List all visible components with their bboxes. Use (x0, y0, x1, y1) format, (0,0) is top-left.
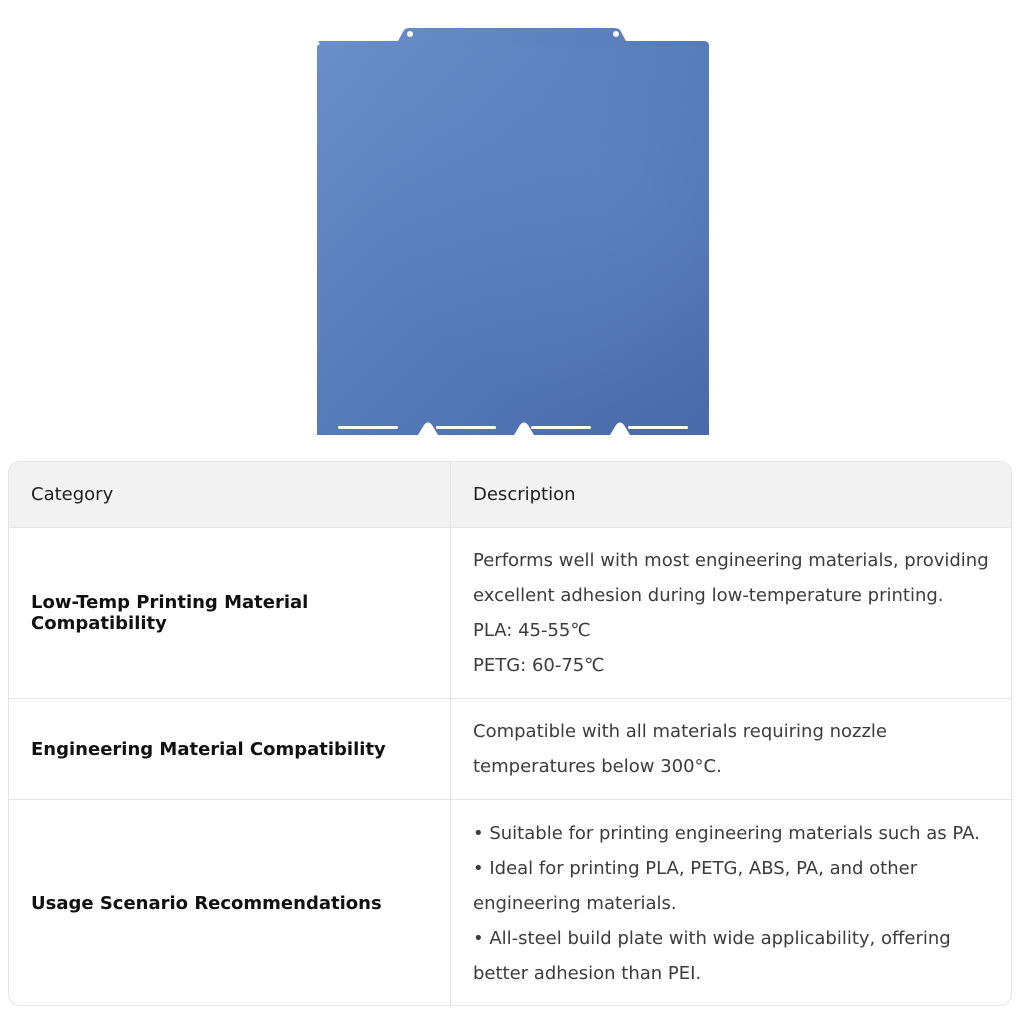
table-row (9, 528, 1011, 699)
mount-hole-right (613, 31, 619, 37)
slot-1 (338, 426, 398, 429)
category-cell (9, 800, 451, 1006)
category-label: Usage Scenario Recommendations (31, 892, 382, 914)
description-line: • Ideal for printing PLA, PETG, ABS, PA, and other (473, 857, 918, 879)
description-line: temperatures below 300°C. (473, 756, 722, 777)
slot-3 (531, 426, 591, 429)
table-row (9, 699, 1011, 800)
description-line: engineering materials. (473, 892, 677, 914)
description-cell (451, 528, 1011, 698)
description-cell (451, 699, 1011, 799)
mount-hole-left (407, 31, 413, 37)
description-line: Performs well with most engineering materials, providing (473, 550, 989, 571)
category-cell (9, 528, 451, 698)
description-text (473, 714, 887, 784)
description-line: Compatible with all materials requiring nozzle (473, 721, 888, 742)
category-label: Low-Temp Printing Material Compatibility (31, 592, 309, 634)
description-line: • Suitable for printing engineering materials such as PA. (473, 822, 980, 844)
table-row (9, 800, 1011, 1006)
description-text (473, 816, 980, 991)
build-plate-illustration (300, 18, 724, 448)
description-line: excellent adhesion during low-temperature printing. (473, 585, 944, 606)
category-cell (9, 699, 451, 799)
header-category: Category (9, 462, 451, 527)
description-line: PLA: 45-55℃ (473, 620, 591, 641)
description-line: • All-steel build plate with wide applicability, offering (473, 927, 951, 949)
header-description: Description (473, 484, 576, 505)
description-line: better adhesion than PEI. (473, 962, 702, 984)
description-text (473, 543, 989, 683)
build-plate-image (300, 18, 724, 448)
description-cell (451, 800, 1011, 1006)
slot-4 (628, 426, 688, 429)
table-header-row (9, 462, 1011, 528)
slot-2 (436, 426, 496, 429)
spec-table (8, 461, 1012, 1006)
category-label: Engineering Material Compatibility (31, 738, 386, 760)
description-line: PETG: 60-75℃ (473, 655, 605, 676)
